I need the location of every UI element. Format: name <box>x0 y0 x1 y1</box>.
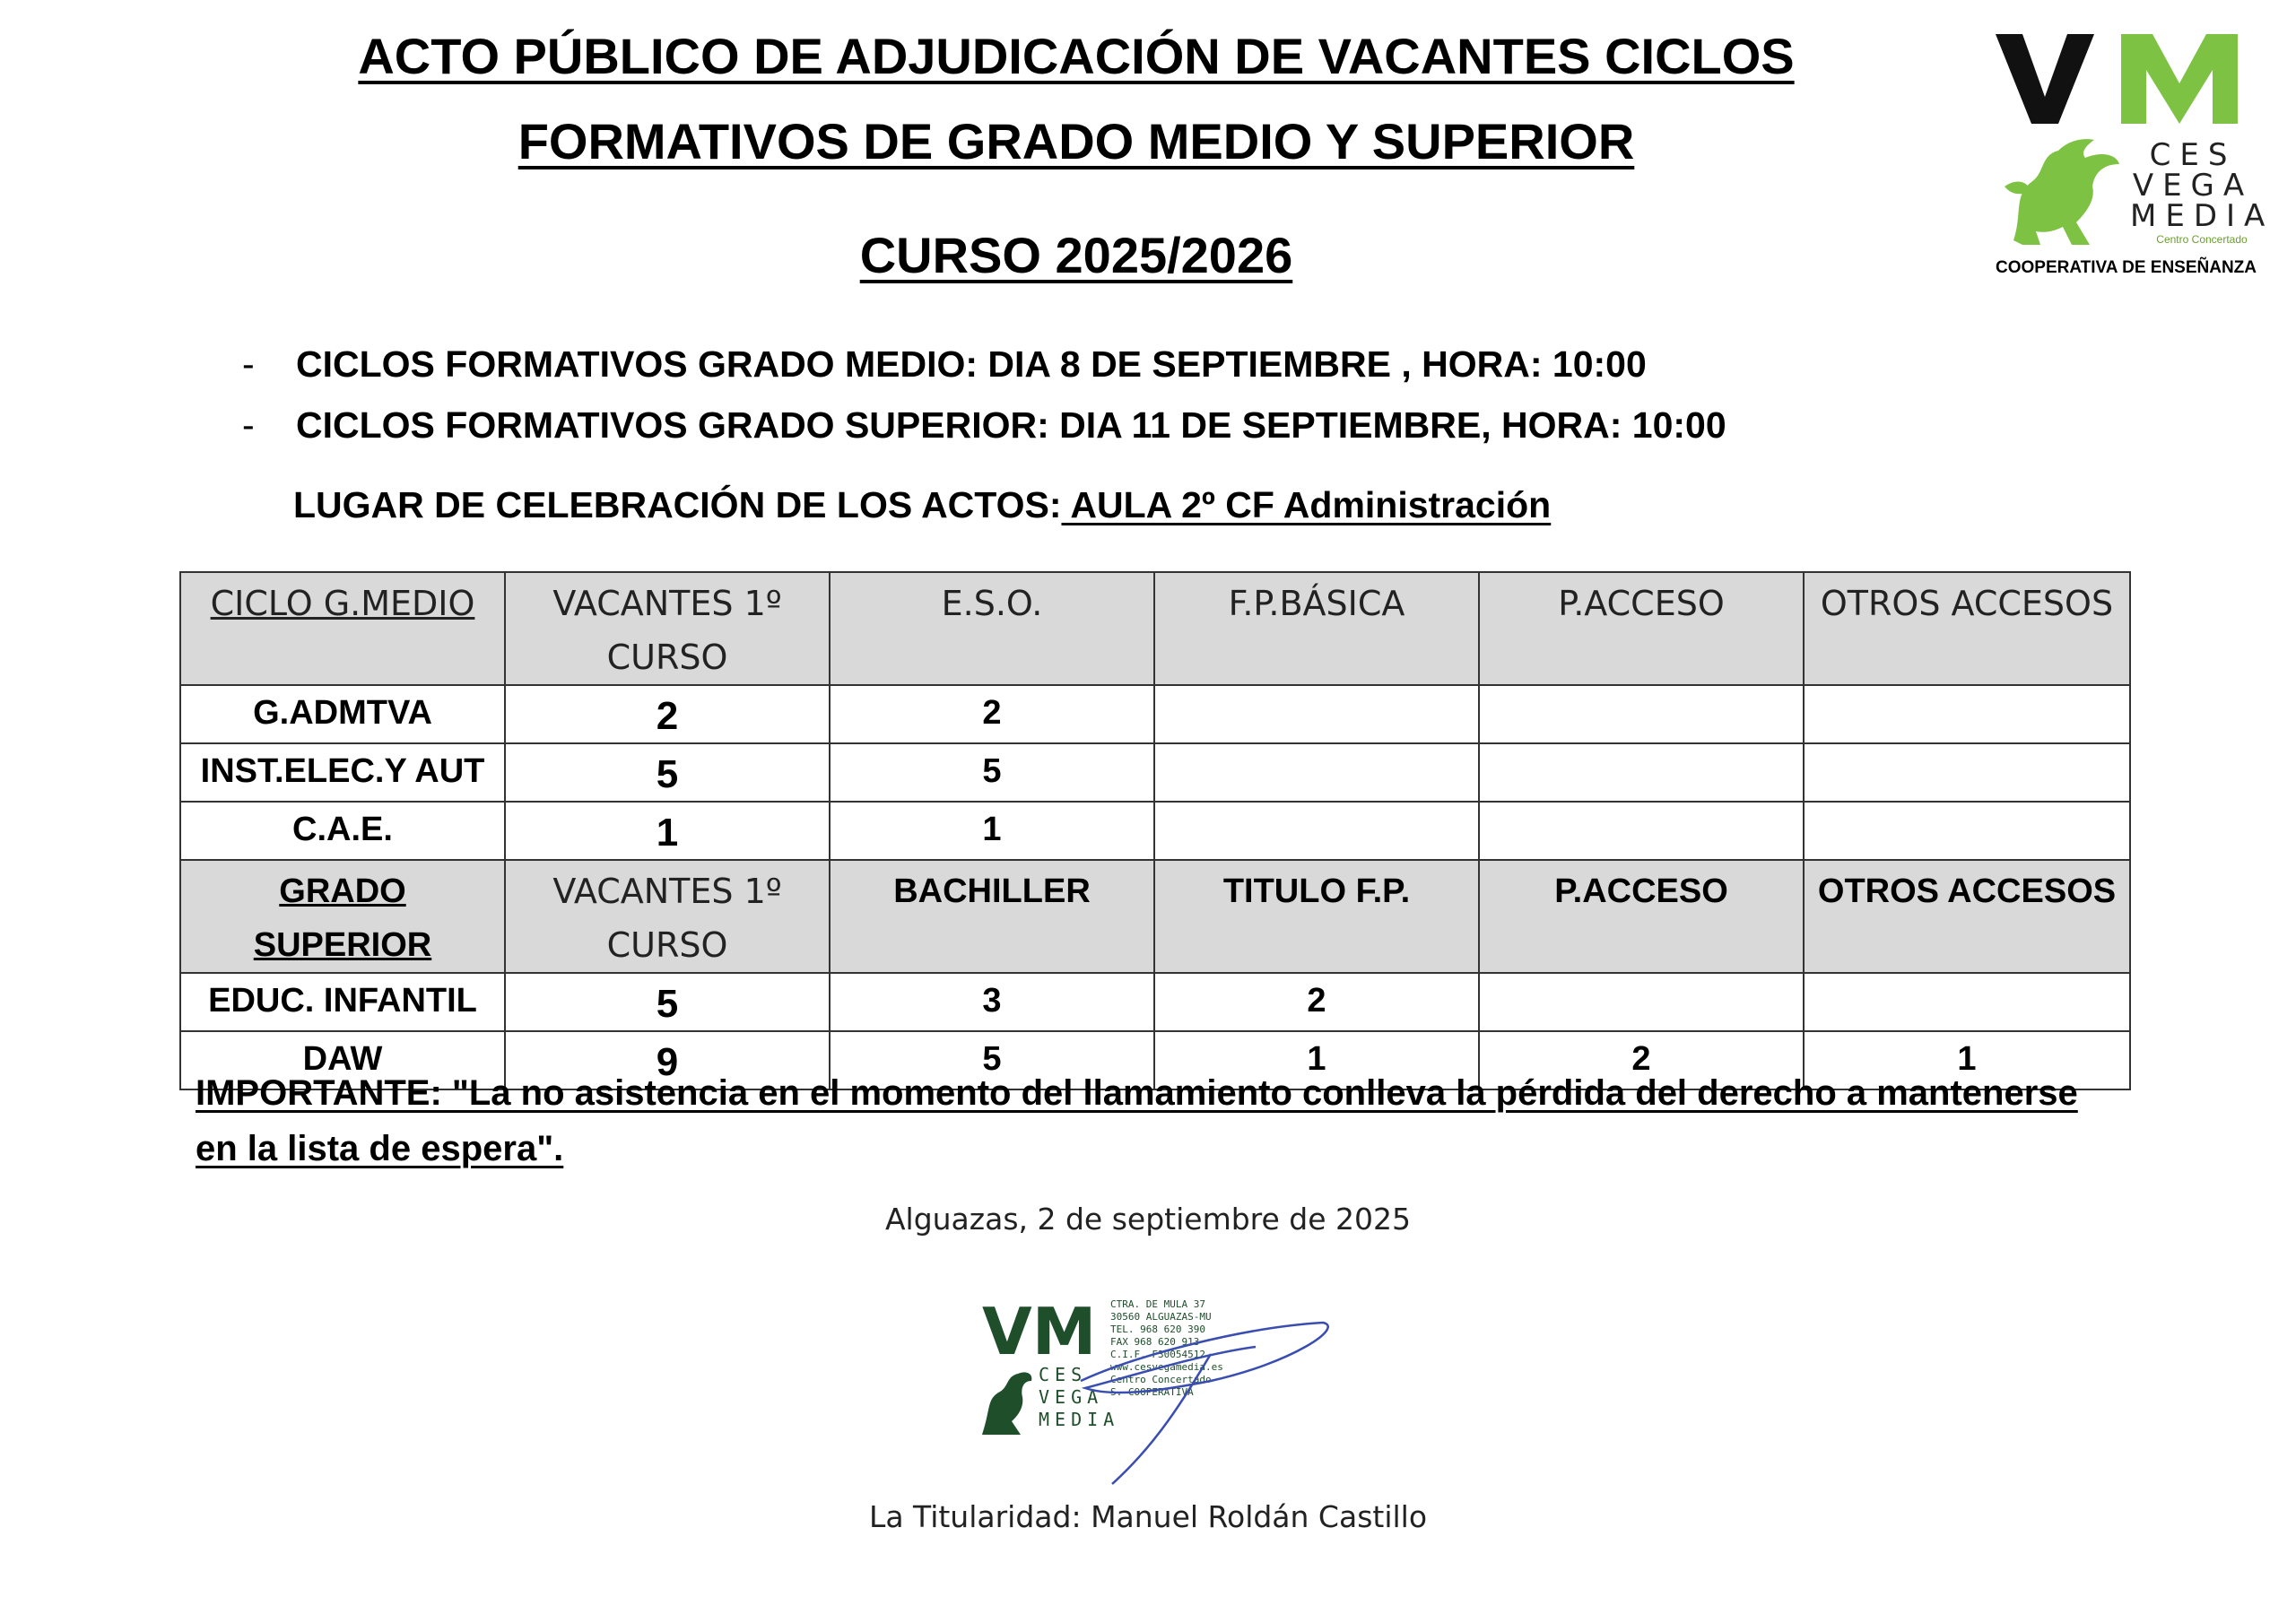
schedule-text: CICLOS FORMATIVOS GRADO MEDIO: DIA 8 DE SEPTIEMBRE , HORA: 10:00 <box>296 343 1647 385</box>
table-cell <box>1479 802 1804 860</box>
vacancies-cell: 1 <box>505 802 830 860</box>
logo-name-line: MEDIA <box>2130 198 2274 234</box>
logo-name <box>2130 137 2274 234</box>
school-stamp <box>978 1291 1336 1488</box>
cycle-name: DAW <box>180 1031 505 1089</box>
logo-name-line: CES <box>2149 137 2237 173</box>
header-cell: VACANTES 1º CURSO <box>505 572 830 685</box>
cycle-name: G.ADMTVA <box>180 685 505 743</box>
stamp-address-line: www.cesvegamedia.es <box>1110 1361 1223 1373</box>
superior-header-row <box>180 860 2130 973</box>
table-cell: 2 <box>1154 973 1479 1031</box>
table-cell <box>1804 685 2130 743</box>
stamp-address-line: CTRA. DE MULA 37 <box>1110 1298 1205 1310</box>
stamp-letters: VM <box>982 1294 1097 1369</box>
schedule-list <box>242 334 1726 456</box>
table-row <box>180 802 2130 860</box>
table-row <box>180 685 2130 743</box>
logo-name-line: VEGA <box>2132 168 2254 204</box>
stamp-address-line: C.I.F. F30054512 <box>1110 1349 1205 1360</box>
vacancies-cell: 9 <box>505 1031 830 1089</box>
logo-letter-m <box>2121 34 2238 124</box>
table-row <box>180 973 2130 1031</box>
stamp-name-line: MEDIA <box>1039 1409 1120 1430</box>
stamp-address-line: Centro Concertado <box>1110 1374 1212 1385</box>
table-cell <box>1479 685 1804 743</box>
table-cell <box>1154 743 1479 802</box>
document-title-line-1: ACTO PÚBLICO DE ADJUDICACIÓN DE VACANTES CICLOS <box>358 28 1795 84</box>
table-cell <box>1479 743 1804 802</box>
table-cell: 5 <box>830 743 1154 802</box>
schedule-item <box>242 395 1726 456</box>
logo-subtitle: Centro Concertado <box>2156 233 2248 246</box>
venue-label: LUGAR DE CELEBRACIÓN DE LOS ACTOS: <box>293 484 1062 525</box>
date-line: Alguazas, 2 de septiembre de 2025 <box>884 1202 1412 1237</box>
table-cell <box>1154 802 1479 860</box>
header-cell: TITULO F.P. <box>1154 860 1479 973</box>
header-cell: GRADO SUPERIOR <box>180 860 505 973</box>
stamp-address-line: TEL. 968 620 390 <box>1110 1324 1205 1335</box>
table-cell: 1 <box>1154 1031 1479 1089</box>
logo-letter-v <box>1996 34 2094 124</box>
document-title-line-2: FORMATIVOS DE GRADO MEDIO Y SUPERIOR <box>517 113 1635 169</box>
vacancies-cell: 2 <box>505 685 830 743</box>
vacancies-table <box>179 571 2131 1090</box>
stamp-address-line: S. COOPERATIVA <box>1110 1386 1194 1398</box>
stamp-address-line: 30560 ALGUAZAS-MU <box>1110 1311 1212 1323</box>
header-cell: OTROS ACCESOS <box>1804 572 2130 685</box>
table-cell: 1 <box>1804 1031 2130 1089</box>
venue-value: AULA 2º CF Administración <box>1061 484 1552 525</box>
school-logo <box>1996 34 2274 285</box>
table-cell <box>1804 973 2130 1031</box>
header-cell: BACHILLER <box>830 860 1154 973</box>
header-cell: P.ACCESO <box>1479 860 1804 973</box>
schedule-item <box>242 334 1726 395</box>
vacancies-cell: 5 <box>505 973 830 1031</box>
important-notice: IMPORTANTE: "La no asistencia en el momento del llamamiento conlleva la pérdida del derecho a mantenerse en la lista de espera". <box>196 1073 2078 1168</box>
stamp-name-line: VEGA <box>1039 1386 1104 1408</box>
vacancies-cell: 5 <box>505 743 830 802</box>
table-row <box>180 743 2130 802</box>
cycle-name: C.A.E. <box>180 802 505 860</box>
table-cell: 2 <box>830 685 1154 743</box>
table-cell <box>1479 973 1804 1031</box>
header-cell: VACANTES 1º CURSO <box>505 860 830 973</box>
table-cell <box>1804 802 2130 860</box>
medio-header-row <box>180 572 2130 685</box>
header-cell: P.ACCESO <box>1479 572 1804 685</box>
stamp-address-line: FAX 968 620 913 <box>1110 1336 1200 1348</box>
table-cell <box>1804 743 2130 802</box>
logo-cooperative: COOPERATIVA DE ENSEÑANZA <box>1996 258 2257 277</box>
header-cell: CICLO G.MEDIO <box>180 572 505 685</box>
venue-line <box>293 484 1551 526</box>
table-cell: 2 <box>1479 1031 1804 1089</box>
bullet-dash: - <box>242 404 255 446</box>
table-cell: 1 <box>830 802 1154 860</box>
table-cell: 5 <box>830 1031 1154 1089</box>
stamp-name-line: CES <box>1039 1364 1088 1385</box>
header-cell: OTROS ACCESOS <box>1804 860 2130 973</box>
schedule-text: CICLOS FORMATIVOS GRADO SUPERIOR: DIA 11 DE SEPTIEMBRE, HORA: 10:00 <box>296 404 1726 446</box>
table-cell: 3 <box>830 973 1154 1031</box>
course-title: CURSO 2025/2026 <box>859 227 1293 283</box>
header-cell: F.P.BÁSICA <box>1154 572 1479 685</box>
cycle-name: EDUC. INFANTIL <box>180 973 505 1031</box>
griffin-icon <box>1996 133 2121 249</box>
header-cell: E.S.O. <box>830 572 1154 685</box>
bullet-dash: - <box>242 343 255 385</box>
table-cell <box>1154 685 1479 743</box>
signatory: La Titularidad: Manuel Roldán Castillo <box>868 1499 1428 1534</box>
griffin-icon <box>982 1372 1031 1435</box>
cycle-name: INST.ELEC.Y AUT <box>180 743 505 802</box>
